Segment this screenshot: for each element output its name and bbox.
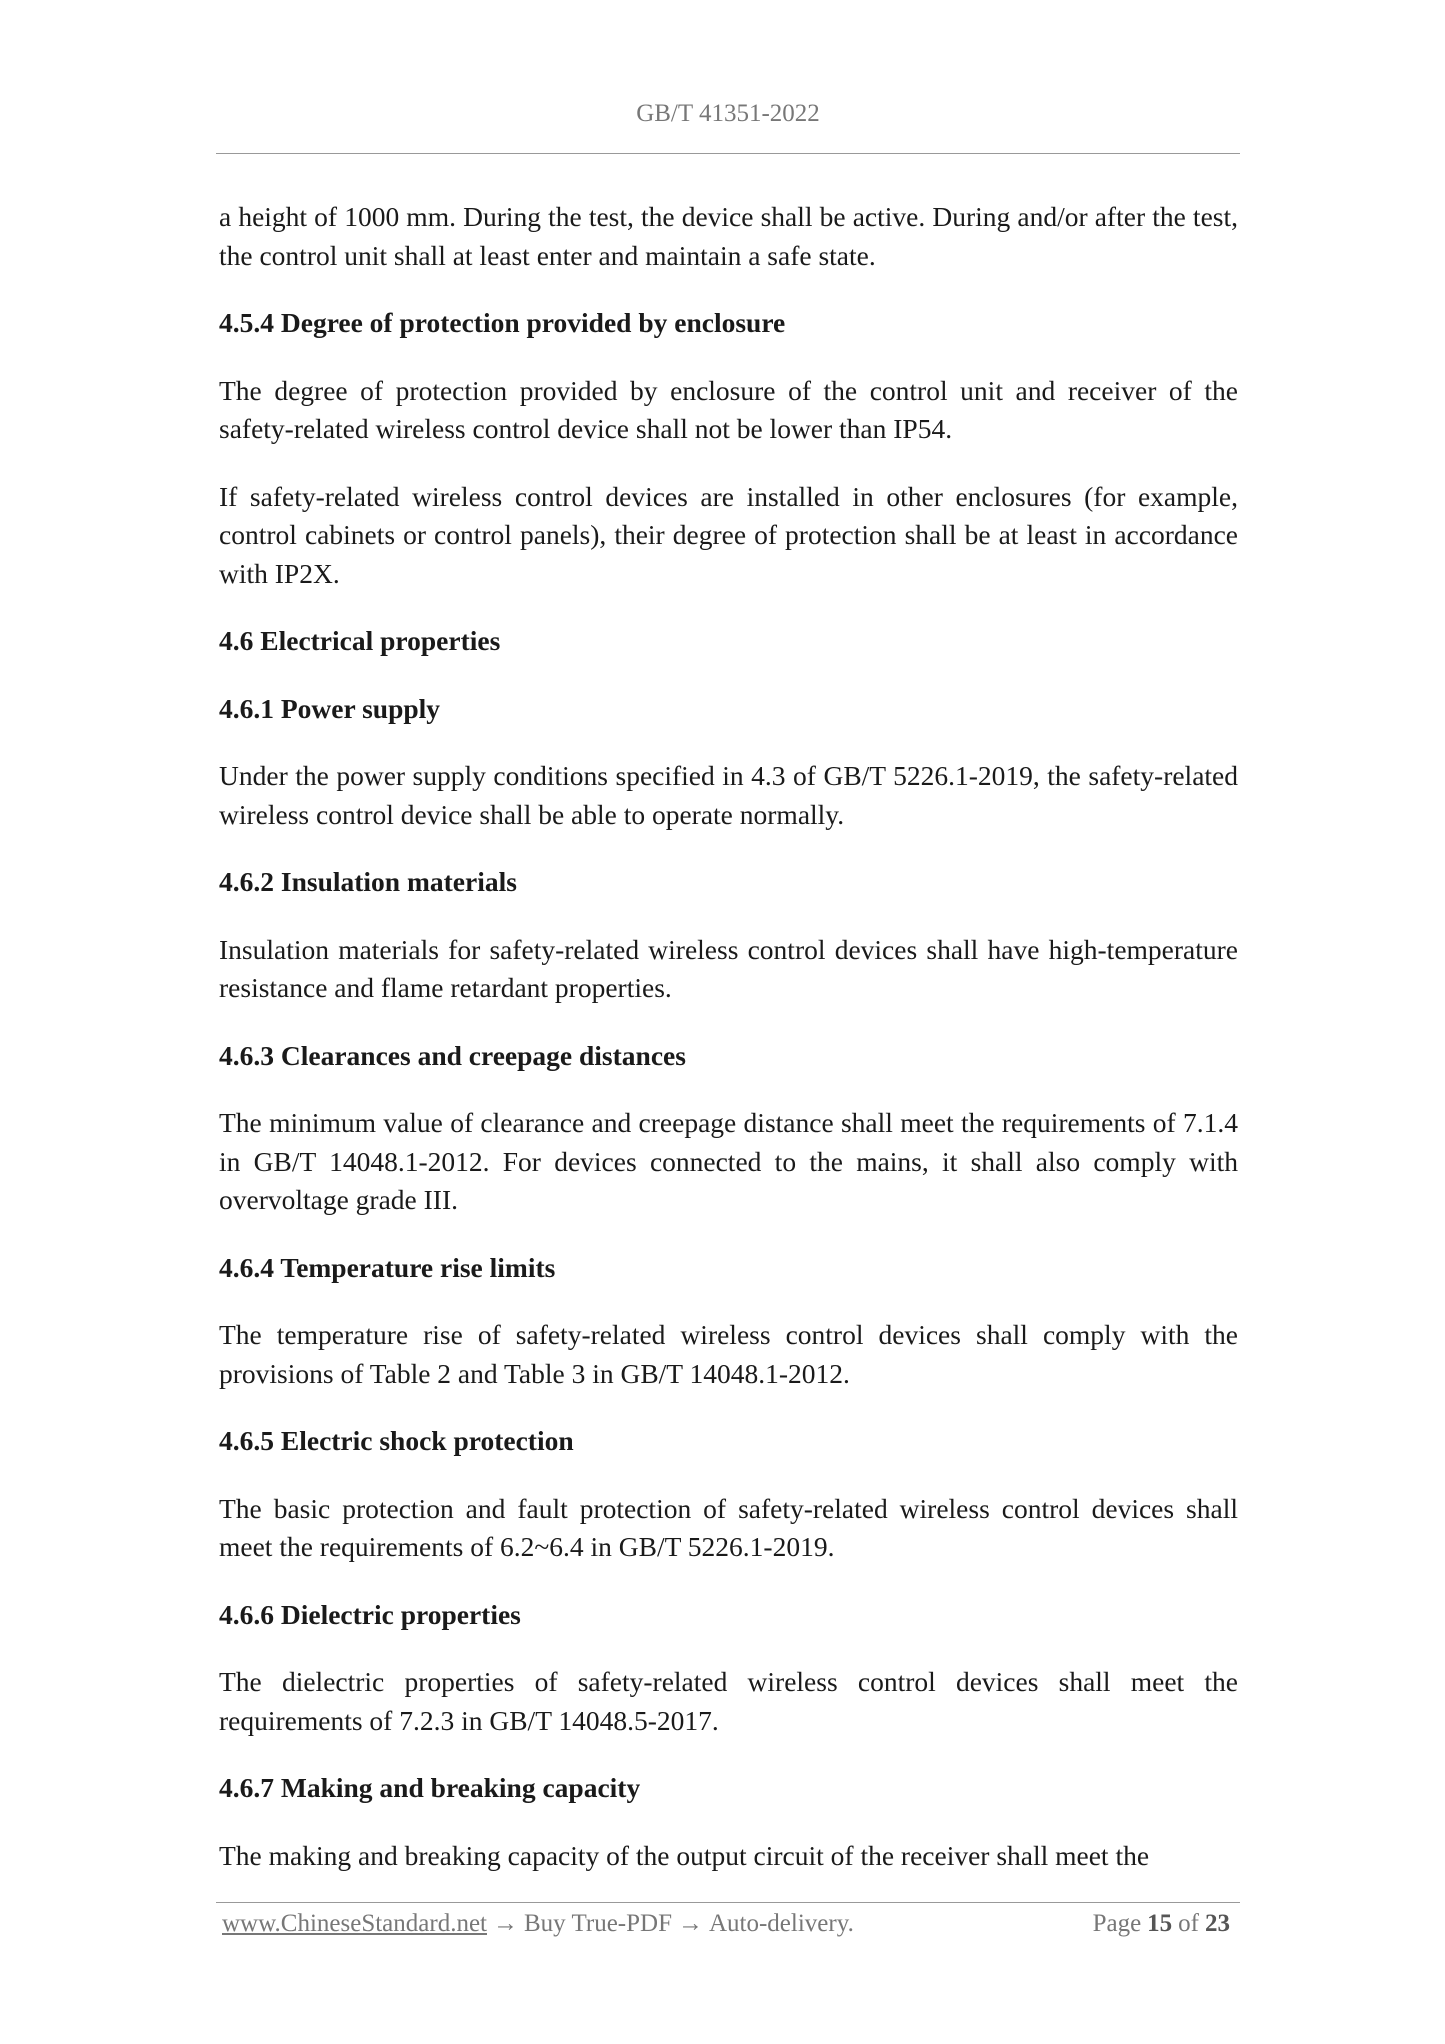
section-heading: 4.6.2 Insulation materials xyxy=(219,866,517,897)
arrow-right-icon: → xyxy=(677,1910,703,1937)
page-footer xyxy=(222,1910,1236,1938)
paragraph: The minimum value of clearance and creepage distance shall meet the requirements of 7.1.4 in GB/T 14048.1-2012. For devices connected to the mains, it shall also comply with overvoltage grade III. xyxy=(219,1107,1238,1215)
paragraph: The dielectric properties of safety-related wireless control devices shall meet the requirements of 7.2.3 in GB/T 14048.5-2017. xyxy=(219,1666,1238,1736)
website-link[interactable]: www.ChineseStandard.net xyxy=(222,1910,487,1937)
paragraph: The making and breaking capacity of the output circuit of the receiver shall meet the xyxy=(219,1839,1150,1871)
paragraph: Under the power supply conditions specified in 4.3 of GB/T 5226.1-2019, the safety-related wireless control device shall be able to operate normally. xyxy=(219,760,1238,830)
paragraph: The temperature rise of safety-related wireless control devices shall comply with the provisions of Table 2 and Table 3 in GB/T 14048.1-2012. xyxy=(219,1319,1238,1389)
arrow-right-icon: → xyxy=(493,1910,518,1937)
section-heading: 4.6.4 Temperature rise limits xyxy=(219,1251,556,1283)
document-code: GB/T 41351-2022 xyxy=(636,100,820,127)
section-heading: 4.6.1 Power supply xyxy=(219,692,441,724)
total-pages: 23 xyxy=(1205,1910,1230,1937)
section-heading: 4.5.4 Degree of protection provided by enclosure xyxy=(219,307,786,338)
section-heading: 4.6.5 Electric shock protection xyxy=(219,1425,574,1456)
paragraph: a height of 1000 mm. During the test, the device shall be active. During and/or after the test, the control unit shall at least enter and maintain a safe state. xyxy=(219,201,1238,271)
of-label: of xyxy=(1178,1910,1199,1937)
header-divider xyxy=(216,153,1240,154)
footer-divider xyxy=(216,1902,1240,1903)
page-label: Page xyxy=(1092,1910,1142,1937)
section-heading: 4.6.6 Dielectric properties xyxy=(219,1598,521,1630)
buy-text: Buy True-PDF xyxy=(524,1910,672,1937)
section-heading: 4.6.3 Clearances and creepage distances xyxy=(219,1039,686,1071)
paragraph: The degree of protection provided by enclosure of the control unit and receiver of the safety-related wireless control device shall not be lower than IP54. xyxy=(219,374,1238,444)
document-body xyxy=(219,198,1238,1904)
section-heading: 4.6.7 Making and breaking capacity xyxy=(219,1772,641,1803)
section-heading: 4.6 Electrical properties xyxy=(219,625,501,656)
paragraph: If safety-related wireless control devices are installed in other enclosures (for example, control cabinets or control panels), their degree of protection shall be at least in accordance with IP2X. xyxy=(219,480,1238,589)
current-page: 15 xyxy=(1147,1910,1173,1937)
delivery-text: Auto-delivery. xyxy=(708,1910,854,1937)
page-header xyxy=(216,100,1240,128)
page-number xyxy=(1093,1910,1236,1938)
paragraph: Insulation materials for safety-related wireless control devices shall have high-temperature resistance and flame retardant properties. xyxy=(219,933,1238,1003)
footer-promo xyxy=(222,1910,854,1938)
paragraph: The basic protection and fault protection of safety-related wireless control devices shall meet the requirements of 6.2~6.4 in GB/T 5226.1-2019. xyxy=(219,1492,1238,1562)
